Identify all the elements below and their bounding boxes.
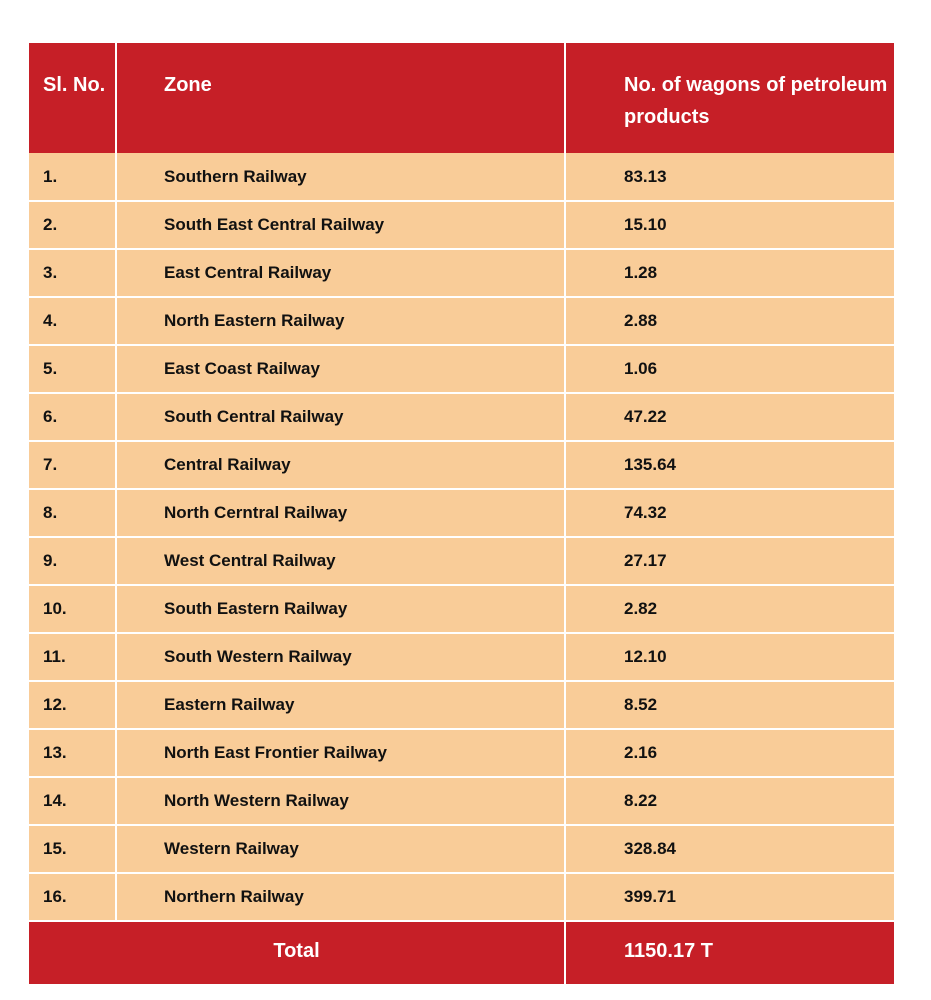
row-wagons-value: 74.32 (565, 489, 894, 537)
row-sl-no: 11. (29, 633, 116, 681)
row-sl-no: 4. (29, 297, 116, 345)
row-sl-no: 14. (29, 777, 116, 825)
row-zone: Western Railway (116, 825, 565, 873)
row-sl-no: 1. (29, 153, 116, 201)
row-zone: South Central Railway (116, 393, 565, 441)
row-zone: East Coast Railway (116, 345, 565, 393)
row-wagons-value: 8.22 (565, 777, 894, 825)
header-sl-no: Sl. No. (29, 43, 116, 153)
header-wagons: No. of wagons of petroleum products (565, 43, 894, 153)
table-row (29, 681, 894, 729)
row-zone: Central Railway (116, 441, 565, 489)
table-header (29, 43, 894, 153)
row-wagons-value: 399.71 (565, 873, 894, 921)
row-sl-no: 3. (29, 249, 116, 297)
wagons-table (29, 43, 894, 984)
table-row (29, 441, 894, 489)
row-wagons-value: 27.17 (565, 537, 894, 585)
row-zone: North Western Railway (116, 777, 565, 825)
row-sl-no: 7. (29, 441, 116, 489)
table-row (29, 345, 894, 393)
row-wagons-value: 83.13 (565, 153, 894, 201)
table-row (29, 633, 894, 681)
table-row (29, 585, 894, 633)
row-sl-no: 2. (29, 201, 116, 249)
table-row (29, 201, 894, 249)
table-body (29, 153, 894, 984)
total-value: 1150.17 T (565, 921, 894, 984)
row-zone: South Western Railway (116, 633, 565, 681)
row-wagons-value: 2.16 (565, 729, 894, 777)
table-row (29, 153, 894, 201)
table-row (29, 825, 894, 873)
table-row (29, 249, 894, 297)
table-row (29, 873, 894, 921)
table-row (29, 489, 894, 537)
row-wagons-value: 8.52 (565, 681, 894, 729)
row-zone: Northern Railway (116, 873, 565, 921)
row-zone: East Central Railway (116, 249, 565, 297)
table-row (29, 537, 894, 585)
total-row (29, 921, 894, 984)
row-wagons-value: 2.82 (565, 585, 894, 633)
row-sl-no: 15. (29, 825, 116, 873)
row-wagons-value: 1.06 (565, 345, 894, 393)
row-sl-no: 6. (29, 393, 116, 441)
row-sl-no: 9. (29, 537, 116, 585)
row-wagons-value: 12.10 (565, 633, 894, 681)
row-sl-no: 8. (29, 489, 116, 537)
row-zone: West Central Railway (116, 537, 565, 585)
row-wagons-value: 1.28 (565, 249, 894, 297)
row-sl-no: 5. (29, 345, 116, 393)
row-sl-no: 12. (29, 681, 116, 729)
row-sl-no: 16. (29, 873, 116, 921)
row-zone: Eastern Railway (116, 681, 565, 729)
row-wagons-value: 135.64 (565, 441, 894, 489)
table-row (29, 777, 894, 825)
row-wagons-value: 47.22 (565, 393, 894, 441)
header-zone: Zone (116, 43, 565, 153)
total-label: Total (29, 921, 565, 984)
row-zone: North Cerntral Railway (116, 489, 565, 537)
row-wagons-value: 2.88 (565, 297, 894, 345)
row-wagons-value: 15.10 (565, 201, 894, 249)
table-row (29, 393, 894, 441)
row-zone: North Eastern Railway (116, 297, 565, 345)
table-row (29, 729, 894, 777)
row-sl-no: 13. (29, 729, 116, 777)
row-wagons-value: 328.84 (565, 825, 894, 873)
header-row (29, 43, 894, 153)
row-zone: South Eastern Railway (116, 585, 565, 633)
row-zone: South East Central Railway (116, 201, 565, 249)
row-sl-no: 10. (29, 585, 116, 633)
table-row (29, 297, 894, 345)
row-zone: North East Frontier Railway (116, 729, 565, 777)
row-zone: Southern Railway (116, 153, 565, 201)
